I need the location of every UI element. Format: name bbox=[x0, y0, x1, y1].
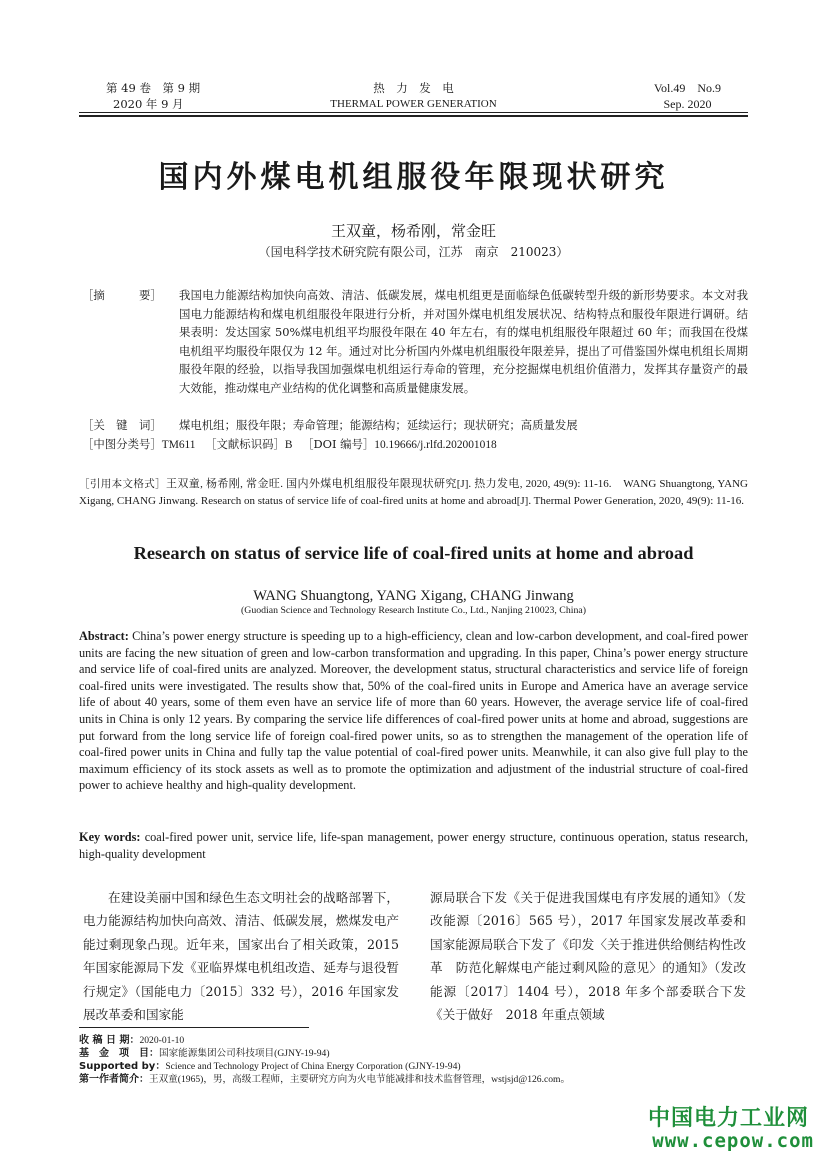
keywords-cn-text: 煤电机组；服役年限；寿命管理；能源结构；延续运行；现状研究；高质量发展 bbox=[179, 418, 578, 432]
doc-code-label: ［文献标识码］ bbox=[205, 437, 285, 451]
paper-title-cn: 国内外煤电机组服役年限现状研究 bbox=[158, 160, 669, 195]
author-value: 王双童(1965)，男，高级工程师，主要研究方向为火电节能减排和技术监督管理，wstjsjd@126.com。 bbox=[149, 1074, 571, 1085]
abstract-en-label: Abstract: bbox=[79, 629, 129, 643]
footnote-rule bbox=[79, 1027, 309, 1028]
header-rule-thick bbox=[79, 115, 748, 117]
abstract-cn-text: 我国电力能源结构加快向高效、清洁、低碳发展，煤电机组更是面临绿色低碳转型升级的新形势要求。本文对我国电力能源结构和煤电机组服役年限进行分析，并对国外煤电机组发展状况、结构特点和服役年限进行调研。结果表明：发达国家 50%煤电机组平均服役年限在 40 年左右，有的煤电机组服役年限超过 60 年；而我国在役煤电机组平均服役年限仅为 12 年。通过对比分析国内外煤电机组服役年限差异，提出了可借鉴国外煤电机组长周期服役年限的经验，以指导我国加强煤电机组运行寿命的管理，充分挖掘煤电机组价值潜力，发挥其存量资产的最大效能，推动煤电产业结构的优化调整和高质量健康发展。 bbox=[179, 288, 748, 395]
keywords-en bbox=[79, 829, 748, 862]
supported-by bbox=[79, 1060, 719, 1073]
support-value: Science and Technology Project of China Energy Corporation (GJNY-19-94) bbox=[165, 1061, 461, 1072]
affiliation-cn: （国电科学技术研究院有限公司，江苏 南京 210023） bbox=[258, 245, 569, 259]
fund-value: 国家能源集团公司科技项目(GJNY-19-94) bbox=[159, 1048, 330, 1059]
doi-value: 10.19666/j.rlfd.202001018 bbox=[374, 439, 497, 451]
header-date: 2020 年 9 月 bbox=[113, 97, 184, 111]
header-center bbox=[300, 80, 527, 112]
doi-label: ［DOI 编号］ bbox=[302, 437, 375, 451]
support-label: Supported by： bbox=[79, 1061, 166, 1072]
received-label: 收 稿 日 期： bbox=[79, 1035, 140, 1046]
first-author bbox=[79, 1073, 719, 1086]
authors-en: WANG Shuangtong, YANG Xigang, CHANG Jinwang bbox=[253, 588, 574, 604]
header-right bbox=[654, 80, 721, 112]
affiliation-en: (Guodian Science and Technology Research Institute Co., Ltd., Nanjing 210023, China) bbox=[241, 605, 586, 616]
citation-label: ［引用本文格式］ bbox=[79, 478, 167, 490]
header-rule-thin bbox=[79, 112, 748, 113]
fund-project bbox=[79, 1047, 719, 1060]
clc-code: TM611 bbox=[161, 439, 196, 451]
paper-title-en: Research on status of service life of coal-fired units at home and abroad bbox=[133, 543, 694, 563]
header-month: Sep. 2020 bbox=[663, 97, 712, 111]
body-right-column: 源局联合下发《关于促进我国煤电有序发展的通知》（发改能源〔2016〕565 号），2017 年国家发展改革委和国家能源局联合下发了《印发〈关于推进供给侧结构性改革 防范化解煤电产能过剩风险的意见〉的通知》（发改能源〔2017〕1404 号），2018 年多个部委联合下发《关于做好 2018 年重点领域 bbox=[430, 890, 746, 1023]
header-left bbox=[106, 80, 200, 112]
keywords-en-label: Key words: bbox=[79, 830, 141, 844]
footnotes bbox=[79, 1034, 719, 1086]
header-vol-no: Vol.49 No.9 bbox=[653, 81, 721, 95]
citation-text: 王双童, 杨希刚, 常金旺. 国内外煤电机组服役年限现状研究[J]. 热力发电, 2020, 49(9): 11-16. WANG Shuangtong, YANG Xigang, CHANG Jinwang. Research on status of service life of coal-fired units at home and abroad[J]. Thermal Power Generation, 2020, 49(9): 11-16. bbox=[79, 478, 748, 507]
received-date bbox=[79, 1034, 719, 1047]
journal-name-cn: 热 力 发 电 bbox=[373, 81, 454, 95]
keywords-cn-label: ［关 键 词］ bbox=[82, 418, 162, 432]
watermark-site-name: 中国电力工业网 bbox=[647, 1106, 809, 1131]
abstract-en bbox=[79, 628, 748, 794]
authors-cn: 王双童，杨希刚，常金旺 bbox=[330, 222, 496, 240]
body-left-column: 在建设美丽中国和绿色生态文明社会的战略部署下，电力能源结构加快向高效、清洁、低碳发展，燃煤发电产能过剩现象凸现。近年来，国家出台了相关政策，2015 年国家能源局下发《亚临界煤电机组改造、延寿与退役暂行规定》（国能电力〔2015〕332 号），2016 年国家发展改革委和国家能 bbox=[83, 890, 399, 1023]
citation-format bbox=[79, 476, 748, 509]
received-value: 2020-01-10 bbox=[139, 1035, 185, 1046]
clc-label: ［中图分类号］ bbox=[82, 437, 162, 451]
journal-name-en: THERMAL POWER GENERATION bbox=[330, 98, 497, 110]
watermark-url: www.cepow.com bbox=[652, 1130, 814, 1152]
keywords-cn bbox=[82, 416, 748, 435]
abstract-cn bbox=[82, 286, 748, 398]
fund-label: 基 金 项 目： bbox=[79, 1048, 159, 1059]
doc-code: B bbox=[284, 439, 293, 451]
keywords-en-text: coal-fired power unit, service life, life-span management, power energy structure, continuous operation, status research, high-quality development bbox=[79, 830, 749, 861]
abstract-cn-label: ［摘 要］ bbox=[82, 288, 162, 302]
author-label: 第一作者简介： bbox=[79, 1074, 149, 1085]
abstract-en-text: China’s power energy structure is speeding up to a high-efficiency, clean and low-carbon development, and coal-fired power units are facing the new situation of green and low-carbon transformation and upgrading. In this paper, China’s power energy structure and service life of coal-fired units are analyzed. Moreover, the development status, structural characteristics and service life of foreign coal-fired units were investigated. The results show that, 50% of the coal-fired units in Europe and America have an average service life of about 40 years, some of them even have an service life of more than 60 years. However, the average service life of coal-fired units in China is only 12 years. By comparing the service life differences of coal-fired power units at home and abroad, suggestions are put forward from the long service life of foreign coal-fired power units, so as to strengthen the management of the operation life of coal-fired power units in China and fully tap the value potential of coal-fired power units. Meanwhile, it can also give full play to the maximum efficiency of its stock assets as well as to promote the optimization and adjustment of the industrial structure of coal-fired power to achieve healthy and high-quality development. bbox=[79, 629, 748, 793]
classification-row bbox=[82, 435, 748, 455]
header-volume: 第 49 卷 第 9 期 bbox=[106, 81, 201, 95]
